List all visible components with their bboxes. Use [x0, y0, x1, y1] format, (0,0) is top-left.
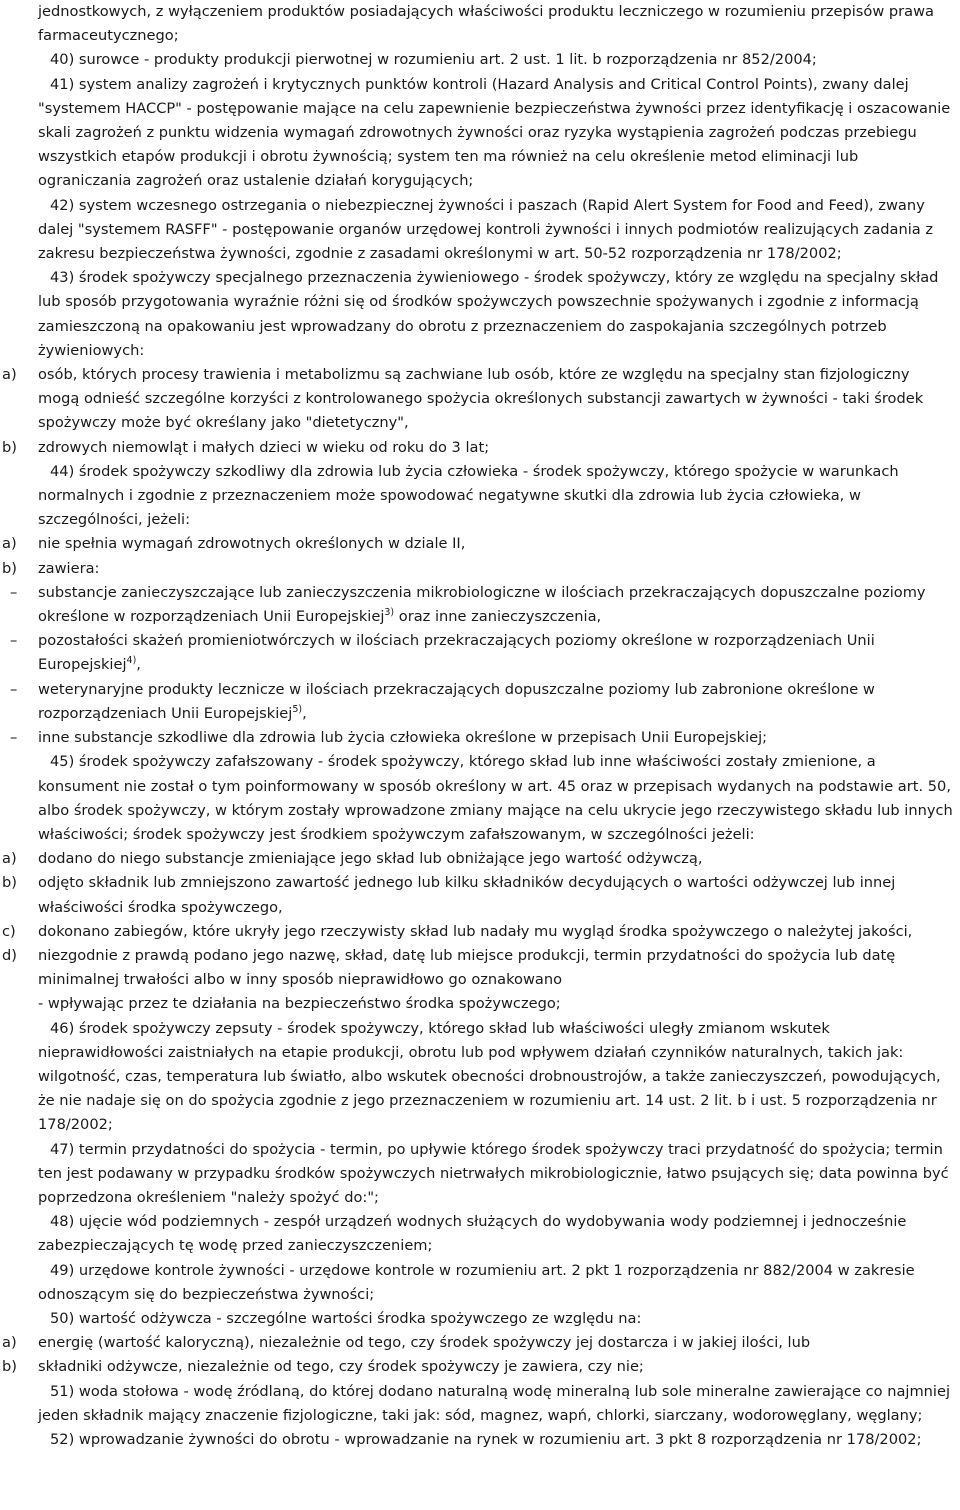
list-item-letter: [0, 363, 954, 436]
definition-text: 48) ujęcie wód podziemnych - zespół urządzeń wodnych służących do wydobywania wody podziemnej i jednocześnie zabezpieczających tę wodę przed zanieczyszczeniem;: [38, 1213, 907, 1255]
list-marker: b): [2, 559, 17, 577]
definition-40: [0, 48, 954, 72]
list-item-letter: [0, 532, 954, 556]
definition-43: [0, 266, 954, 363]
list-item-letter: [0, 920, 954, 944]
list-item-letter: [0, 557, 954, 581]
list-item-text: niezgodnie z prawdą podano jego nazwę, skład, datę lub miejsce produkcji, termin przydatności do spożycia lub datę minimalnej trwałości albo w inny sposób nieprawidłowo go oznakowano: [38, 946, 896, 989]
list-item-dash: [0, 629, 954, 677]
list-item-letter: [0, 847, 954, 871]
definition-text: 42) system wczesnego ostrzegania o niebezpiecznej żywności i paszach (Rapid Alert System for Food and Feed), zwany dalej "systemem RASFF" - postępowanie organów urzędowej kontroli żywności i innych podmiotów realizujących zadania z zakresu bezpieczeństwa żywności, zgodnie z zasadami określonymi w art. 50-52 rozporządzenia nr 178/2002;: [38, 196, 934, 263]
list-item-text: odjęto składnik lub zmniejszono zawartość jednego lub kilku składników decydujących o wartości odżywczej lub innej właściwości środka spożywczego,: [38, 874, 896, 916]
list-marker: a): [2, 366, 17, 384]
list-item-tail: ,: [136, 656, 141, 674]
list-item-dash: [0, 726, 954, 750]
definition-text: 50) wartość odżywcza - szczególne wartości środka spożywczego ze względu na:: [50, 1309, 642, 1327]
list-marker: a): [2, 1334, 17, 1352]
list-item-text: inne substancje szkodliwe dla zdrowia lub życia człowieka określone w przepisach Unii Europejskiej;: [38, 729, 768, 747]
list-marker: a): [2, 850, 17, 868]
list-item-text: pozostałości skażeń promieniotwórczych w ilościach przekraczających poziomy określone w rozporządzeniach Unii Europejskiej: [38, 632, 875, 674]
definition-50: [0, 1307, 954, 1331]
dash-marker: –: [10, 632, 18, 650]
list-item-text: dokonano zabiegów, które ukryły jego rzeczywisty skład lub nadały mu wygląd środka spożywczego o należytej jakości,: [38, 922, 913, 940]
definition-49: [0, 1259, 954, 1307]
dash-marker: –: [10, 680, 18, 698]
list-marker: b): [2, 438, 17, 456]
list-item-letter: [0, 1355, 954, 1379]
definition-text: 44) środek spożywczy szkodliwy dla zdrowia lub życia człowieka - środek spożywczy, którego spożycie w warunkach normalnych i zgodnie z przeznaczeniem może spowodować negatywne skutki dla zdrowia lub życia człowieka, w szczególności, jeżeli:: [38, 462, 899, 529]
definition-text: 41) system analizy zagrożeń i krytycznych punktów kontroli (Hazard Analysis and Critical Control Points), zwany dalej "systemem HACCP" - postępowanie mające na celu zapewnienie bezpieczeństwa żywności przez identyfikację i oszacowanie skali zagrożeń z punktu widzenia wymagań zdrowotnych żywności oraz ryzyka wystąpienia zagrożeń podczas przebiegu wszystkich etapów produkcji i obrotu żywnością; system ten ma również na celu określenie metod eliminacji lub ograniczania zagrożeń oraz ustalenie działań korygujących;: [38, 75, 951, 190]
list-closing-line: [0, 992, 954, 1016]
list-item-letter: [0, 944, 954, 992]
list-item-text: zdrowych niemowląt i małych dzieci w wieku od roku do 3 lat;: [38, 438, 490, 456]
definition-51: [0, 1380, 954, 1428]
definition-45: [0, 750, 954, 847]
definition-text: 51) woda stołowa - wodę źródlaną, do której dodano naturalną wodę mineralną lub sole mineralne zawierające co najmniej jeden składnik mający znaczenie fizjologiczne, taki jak: sód, magnez, wapń, chlorki, siarczany, wodorowęglany, węglany;: [38, 1382, 950, 1424]
list-item-dash: [0, 678, 954, 726]
list-marker: d): [2, 946, 17, 964]
list-marker: b): [2, 874, 17, 892]
list-item-text: substancje zanieczyszczające lub zanieczyszczenia mikrobiologiczne w ilościach przekraczających dopuszczalne poziomy określone w rozporządzeniach Unii Europejskiej: [38, 583, 926, 626]
definition-text: 49) urzędowe kontrole żywności - urzędowe kontrole w rozumieniu art. 2 pkt 1 rozporządzenia nr 882/2004 w zakresie odnoszącym się do bezpieczeństwa żywności;: [38, 1261, 915, 1303]
list-item-tail: oraz inne zanieczyszczenia,: [394, 608, 602, 626]
footnote-ref: 3): [384, 607, 395, 619]
list-item-text: zawiera:: [38, 559, 100, 577]
list-marker: c): [2, 922, 16, 940]
dash-marker: –: [10, 729, 18, 747]
definition-text: 40) surowce - produkty produkcji pierwotnej w rozumieniu art. 2 ust. 1 lit. b rozporządzenia nr 852/2004;: [50, 51, 817, 69]
list-marker: b): [2, 1358, 17, 1376]
list-marker: a): [2, 535, 17, 553]
dash-marker: –: [10, 583, 18, 601]
definition-46: [0, 1017, 954, 1138]
footnote-ref: 4): [126, 655, 137, 667]
paragraph-continuation: [0, 0, 954, 48]
definition-47: [0, 1138, 954, 1211]
list-item-text: energię (wartość kaloryczną), niezależnie od tego, czy środek spożywczy jej dostarcza i w jakiej ilości, lub: [38, 1334, 811, 1352]
paragraph-text: - wpływając przez te działania na bezpieczeństwo środka spożywczego;: [38, 995, 561, 1013]
paragraph-text: jednostkowych, z wyłączeniem produktów posiadających właściwości produktu leczniczego w rozumieniu przepisów prawa farmaceutycznego;: [38, 3, 934, 45]
definition-text: 45) środek spożywczy zafałszowany - środek spożywczy, którego skład lub inne właściwości zostały zmienione, a konsument nie został o tym poinformowany w sposób określony w art. 45 oraz w przepisach wydanych na podstawie art. 50, albo środek spożywczy, w którym zostały wprowadzone zmiany mające na celu ukrycie jego rzeczywistego składu lub innych właściwości; środek spożywczy jest środkiem spożywczym zafałszowanym, w szczególności jeżeli:: [38, 753, 953, 843]
list-item-text: osób, których procesy trawienia i metabolizmu są zachwiane lub osób, które ze względu na specjalny stan fizjologiczny mogą odnieść szczególne korzyści z kontrolowanego spożycia określonych substancji zawartych w żywności - taki środek spożywczy może być określany jako "dietetyczny",: [38, 366, 924, 432]
definition-text: 52) wprowadzanie żywności do obrotu - wprowadzanie na rynek w rozumieniu art. 3 pkt 8 rozporządzenia nr 178/2002;: [50, 1430, 922, 1448]
list-item-text: weterynaryjne produkty lecznicze w ilościach przekraczających dopuszczalne poziomy lub zabronione określone w rozporządzeniach Unii Europejskiej: [38, 680, 875, 722]
definition-text: 47) termin przydatności do spożycia - termin, po upływie którego środek spożywczy traci przydatność do spożycia; termin ten jest podawany w przypadku środków spożywczych nietrwałych mikrobiologicznie, łatwo psujących się; data powinna być poprzedzona określeniem "należy spożyć do:";: [38, 1140, 949, 1206]
definition-52: [0, 1428, 954, 1452]
list-item-letter: [0, 1331, 954, 1355]
definition-44: [0, 460, 954, 533]
definition-42: [0, 194, 954, 267]
definition-41: [0, 73, 954, 194]
list-item-tail: ,: [302, 704, 307, 722]
definition-48: [0, 1210, 954, 1258]
list-item-text: nie spełnia wymagań zdrowotnych określonych w dziale II,: [38, 535, 466, 553]
definition-text: 43) środek spożywczy specjalnego przeznaczenia żywieniowego - środek spożywczy, który ze względu na specjalny skład lub sposób przygotowania wyraźnie różni się od środków spożywczych powszechnie spożywanych i zgodnie z informacją zamieszczoną na opakowaniu jest wprowadzany do obrotu z przeznaczeniem do zaspokajania szczególnych potrzeb żywieniowych:: [38, 269, 939, 359]
footnote-ref: 5): [292, 703, 303, 715]
list-item-dash: [0, 581, 954, 629]
list-item-text: dodano do niego substancje zmieniające jego skład lub obniżające jego wartość odżywczą,: [38, 850, 703, 868]
list-item-letter: [0, 436, 954, 460]
list-item-letter: [0, 871, 954, 919]
definition-text: 46) środek spożywczy zepsuty - środek spożywczy, którego skład lub właściwości uległy zmianom wskutek nieprawidłowości zaistniałych na etapie produkcji, obrotu lub pod wpływem działań czynników naturalnych, takich jak: wilgotność, czas, temperatura lub światło, albo wskutek obecności drobnoustrojów, a także zanieczyszczeń, powodujących, że nie nadaje się on do spożycia zgodnie z jego przeznaczeniem w rozumieniu art. 14 ust. 2 lit. b i ust. 5 rozporządzenia nr 178/2002;: [38, 1019, 941, 1134]
list-item-text: składniki odżywcze, niezależnie od tego, czy środek spożywczy je zawiera, czy nie;: [38, 1358, 644, 1376]
